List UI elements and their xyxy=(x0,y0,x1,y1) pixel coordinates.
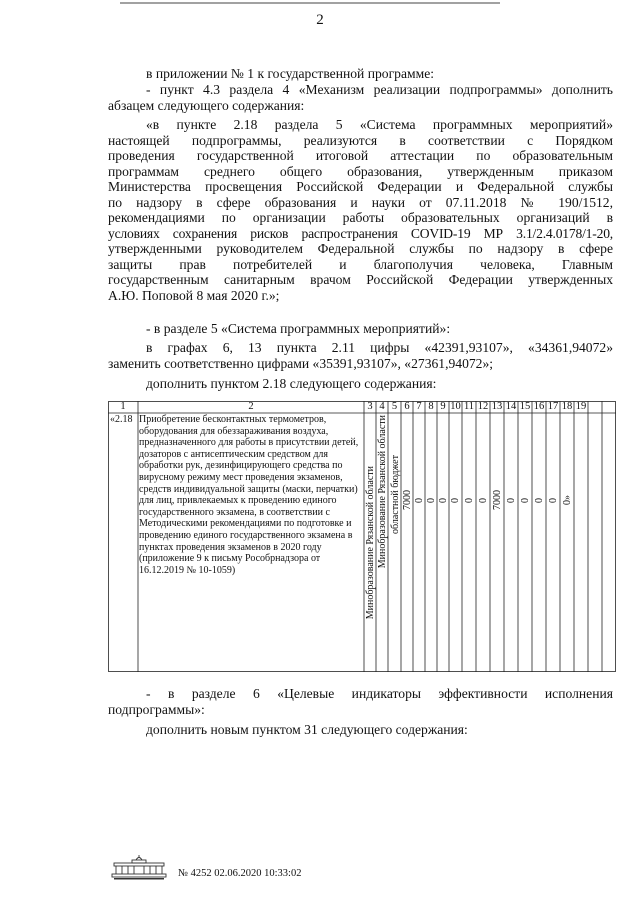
value-text: 0 xyxy=(463,497,475,503)
value-text: 0 xyxy=(449,497,461,503)
quote-line: А.Ю. Поповой 8 мая 2020 г.»; xyxy=(108,287,280,303)
replace-line: в графах 6, 13 пункта 2.11 цифры «42391,93107», «34361,94072» xyxy=(146,340,613,355)
value-cell xyxy=(559,430,575,570)
col5-text: областной бюджет xyxy=(389,455,401,535)
value-text: 0 xyxy=(413,497,425,503)
value-text: 0 xyxy=(425,497,437,503)
value-text: 0 xyxy=(519,497,531,503)
col-header: 1 xyxy=(120,401,126,412)
government-building-logo xyxy=(110,854,168,880)
quote-line: программам среднего общего образования, утвержденным приказом xyxy=(108,163,613,179)
value-text: 0 xyxy=(437,497,449,503)
col-header: 4 xyxy=(379,401,385,412)
col-header: 19 xyxy=(575,401,587,412)
quote-line: утвержденными руководителем Федеральной службы по надзору в сфере xyxy=(108,241,613,256)
col-header: 7 xyxy=(416,401,422,412)
col-header: 5 xyxy=(391,401,398,412)
replace-paragraph xyxy=(108,340,613,371)
add-31-paragraph: дополнить новым пунктом 31 следующего содержания: xyxy=(146,722,468,737)
col-header: 3 xyxy=(367,401,373,412)
value-text: 7000 xyxy=(401,490,413,510)
quote-line: настоящей подпрограммы, реализуются в соответствии с Порядком xyxy=(108,132,613,148)
value-text: 7000 xyxy=(491,490,503,510)
col-header: 13 xyxy=(491,401,503,412)
add-2-18-paragraph: дополнить пунктом 2.18 следующего содержания: xyxy=(146,376,437,391)
section6-line: подпрограммы»: xyxy=(108,701,205,717)
section5-paragraph: - в разделе 5 «Система программных мероприятий»: xyxy=(146,321,451,336)
quote-line: условиях сохранения рисков распространения COVID-19 МР 3.1/2.4.0178/1-20, xyxy=(108,225,613,241)
section6-paragraph xyxy=(108,686,613,717)
col-header: 17 xyxy=(547,401,559,412)
col-header: 11 xyxy=(463,401,475,412)
intro-paragraph: в приложении № 1 к государственной программе: xyxy=(146,66,435,81)
col-header: 12 xyxy=(477,401,489,412)
value-text: 0 xyxy=(505,497,517,503)
footer-stamp: № 4252 02.06.2020 10:33:02 xyxy=(178,868,302,879)
quote-block xyxy=(108,117,613,303)
page-number: 2 xyxy=(316,12,324,28)
row-number: «2.18 xyxy=(110,414,133,425)
col-header: 18 xyxy=(561,401,573,412)
col-header: 2 xyxy=(248,401,254,412)
quote-line: защиты прав потребителей и благополучия человека, Главным xyxy=(108,256,613,272)
quote-line: по надзору в сфере образования и науки от 07.11.2018 № 190/1512, xyxy=(108,194,613,210)
col3-text: Минобразование Рязанской области xyxy=(364,465,376,620)
col4-text: Минобразование Рязанской области xyxy=(376,415,388,569)
section6-line: - в разделе 6 «Целевые индикаторы эффективности исполнения xyxy=(146,686,613,701)
value-text: 0 xyxy=(533,497,545,503)
value-text: 0» xyxy=(561,495,573,505)
col-header: 14 xyxy=(505,401,517,412)
quote-line: рекомендациями по организации работы образовательных организаций в xyxy=(108,210,613,225)
row-description: Приобретение бесконтактных термометров, оборудования для обеззараживания воздуха, предназначенного для работы в присутствии детей, дозаторов с антисептическим средством для обработки рук, дезинфицирующего средства по вирусному режиму мест проведения экзаменов, средств индивидуальной защиты (маски, перчатки) для лиц, привлекаемых к проведению единого государственного экзамена, в соответствии с Методическими рекомендациями по подготовке и проведению единого государственного экзамена в пунктах проведения экзаменов в 2020 году (приложение 9 к письму Рособрнадзора от 16.12.2019 № 10-1059) xyxy=(139,414,359,576)
item-4-3-paragraph: - пункт 4.3 раздела 4 «Механизм реализации подпрограммы» дополнить абзацем следующего содержания: xyxy=(108,82,613,113)
quote-line: «в пункте 2.18 раздела 5 «Система программных мероприятий» xyxy=(146,117,613,132)
quote-line: Министерства просвещения Российской Федерации и Федеральной службы xyxy=(108,179,613,194)
col-header: 9 xyxy=(440,401,446,412)
col-header: 6 xyxy=(404,401,410,412)
value-text: 0 xyxy=(477,497,489,503)
value-text: 0 xyxy=(547,497,559,503)
replace-line: заменить соответственно цифрами «35391,93107», «27361,94072»; xyxy=(108,355,494,371)
col-header: 16 xyxy=(533,401,545,412)
col-header: 10 xyxy=(450,401,461,412)
scan-edge-line xyxy=(120,2,500,4)
quote-line: проведения государственной итоговой аттестации по образовательным xyxy=(108,148,613,163)
quote-line: государственным санитарным врачом Российской Федерации утвержденных xyxy=(108,272,613,287)
col-header: 15 xyxy=(519,401,531,412)
col-header: 8 xyxy=(428,401,434,412)
